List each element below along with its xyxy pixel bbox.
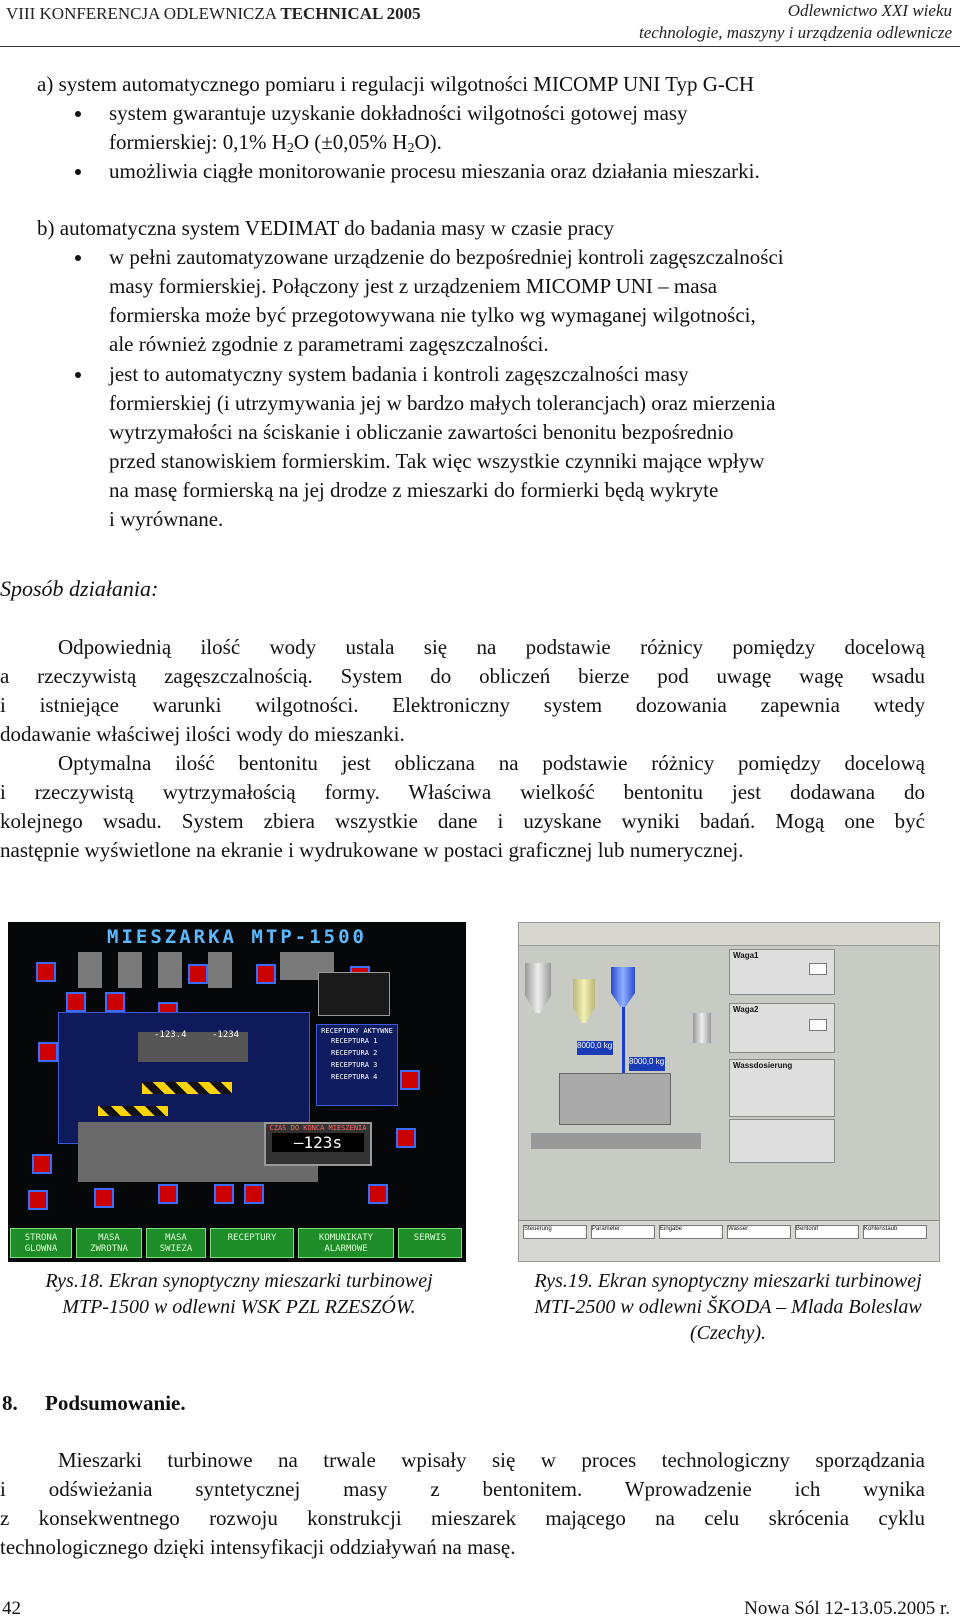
valve-indicator [38,1042,58,1062]
figure-mti2500-screen [518,922,940,1262]
value-a: -123.4 [154,1030,187,1040]
panel-status [729,1119,835,1163]
silo [525,963,551,1013]
pipe [622,1007,625,1083]
footer-location-date: Nowa Sól 12-13.05.2005 r. [744,1598,950,1619]
fresh-sand-button[interactable]: MASA SWIEZA [146,1228,206,1258]
valve-indicator [256,964,276,984]
section-a-bullet1-line1: system gwarantuje uzyskanie dokładności wilgotności gotowej masy [109,101,688,125]
bullet-icon [75,169,81,175]
hopper [158,952,182,988]
valve-indicator [32,1154,52,1174]
panel-waga2: Waga2 [729,1003,835,1053]
summary-paragraph: Mieszarki turbinowe na trwale wpisały się w proces technologiczny sporządzania i odświeżania syntetycznej masy z bentonitem. Wprowadzenie ich wynika z konsekwentnego rozwoju konstrukcji mieszarek mającego na celu skrócenia cyklu technologicznego dzięki intensyfikacji oddziaływań na masę. [0,1448,925,1559]
method-heading: Sposób działania: [0,576,159,601]
paragraph-1: Odpowiednią ilość wody ustala się na podstawie różnicy pomiędzy docelową a rzeczywistą zagęszczalnością. System do obliczeń bierze pod uwagę wagę wsadu i istniejące warunki wilgotności. Elektroniczny system dozowania zapewnia wtedy dodawanie właściwej ilości wody do mieszanki. [0,635,925,746]
valve-indicator [28,1190,48,1210]
value-b: -1234 [212,1030,240,1040]
bullet-icon [75,111,81,117]
silo [693,1013,711,1043]
tab-parameter[interactable]: Parameter [591,1225,655,1239]
paragraph-2: Optymalna ilość bentonitu jest obliczana na podstawie różnicy pomiędzy docelową i rzeczywistą wytrzymałością formy. Właściwa wielkość bentonitu jest dodawana do kolejnego wsadu. System zbiera wszystkie dane i uzyskane wyniki badań. Mogą one być następnie wyświetlone na ekranie i wydrukowane w postaci graficznej lub numerycznej. [0,751,925,862]
weight-display-a: 8000,0 kg [577,1041,613,1055]
section-b-bullet1: w pełni zautomatyzowane urządzenie do bezpośredniej kontroli zagęszczalności masy formierskiej. Połączony jest z urządzeniem MICOMP UNI – masa formierska może być przegotowywana nie tylko wg wymaganej wilgotności, ale również zgodnie z parametrami zagęszczalności. [109,245,784,356]
hopper [78,952,102,988]
section-a-bullet1-line2: formierskiej: 0,1% $H_2O$ (±0,05% $H_2O$). [109,130,442,156]
conference-name: TECHNICAL 2005 [280,4,421,23]
recipe-panel: RECEPTURY AKTYWNE RECEPTURA 1 RECEPTURA 2 RECEPTURA 3 RECEPTURA 4 [316,1024,398,1106]
hmi-title: MIESZARKA MTP-1500 [107,926,367,948]
figure-18-caption: Rys.18. Ekran synoptyczny mieszarki turbinowej MTP-1500 w odlewni WSK PZL RZESZÓW. [45,1270,433,1318]
valve-indicator [105,992,125,1012]
bottom-tabs [519,1221,939,1243]
bottom-bar [519,1220,939,1261]
running-header-left: VIII KONFERENCJA ODLEWNICZA TECHNICAL 2005 [6,4,421,23]
valve-indicator [36,962,56,982]
valve-indicator [214,1184,234,1204]
status-box [318,972,390,1016]
service-button[interactable]: SERWIS [398,1228,462,1258]
header-rule [0,46,960,47]
valve-indicator [396,1128,416,1148]
mixer-vessel [559,1073,671,1125]
valve-indicator [244,1184,264,1204]
section-a-title: a) system automatycznego pomiaru i regulacji wilgotności MICOMP UNI Typ G-CH [37,72,755,96]
mixing-timer: CZAS DO KONCA MIESZENIA —123s [264,1122,372,1166]
tab-kohlenstaub[interactable]: Kohlenstaub [863,1225,927,1239]
panel-waga1: Waga1 [729,949,835,995]
value-field[interactable] [809,963,827,975]
figure-19-caption: Rys.19. Ekran synoptyczny mieszarki turbinowej MTI-2500 w odlewni ŠKODA – Mlada Boleslaw (Czechy). [534,1270,922,1344]
valve-indicator [94,1188,114,1208]
valve-indicator [188,964,208,984]
return-sand-button[interactable]: MASA ZWROTNA [76,1228,142,1258]
hazard-stripe [142,1082,232,1094]
valve-indicator [368,1184,388,1204]
silo [573,979,595,1023]
hazard-stripe [98,1106,168,1116]
section-a-bullet2: umożliwia ciągłe monitorowanie procesu mieszania oraz działania mieszarki. [109,159,760,183]
bullet-icon [75,255,81,261]
valve-indicator [400,1070,420,1090]
valve-indicator [66,992,86,1012]
tab-bentonit[interactable]: Bentonit [795,1225,859,1239]
valve-indicator [158,1184,178,1204]
hmi-toolbar [519,923,939,946]
section-title: Podsumowanie. [45,1391,186,1415]
tab-wasser[interactable]: Wasser [727,1225,791,1239]
hopper [118,952,142,988]
silo [611,967,635,1007]
value-field[interactable] [809,1019,827,1031]
section-b-bullet2: jest to automatyczny system badania i kontroli zagęszczalności masy formierskiej (i utrzymywania jej w bardzo małych tolerancjach) oraz mierzenia wytrzymałości na ściskanie i obliczanie zawartości benonitu bezpośrednio przed stanowiskiem formierskim. Tak więc wszystkie czynniki mające wpływ na masę formierską na jej drodze z mieszarki do formierki będą wykryte i wyrównane. [109,362,776,531]
running-header-right: Odlewnictwo XXI wieku technologie, maszyny i urządzenia odlewnicze [638,1,952,42]
hopper [208,952,232,988]
recipes-button[interactable]: RECEPTURY [210,1228,294,1258]
section-b-title: b) automatyczna system VEDIMAT do badania masy w czasie pracy [37,216,615,240]
section-number: 8. [2,1391,18,1415]
bullet-icon [75,372,81,378]
page-number: 42 [2,1598,21,1619]
tab-steuerung[interactable]: Steuerung [523,1225,587,1239]
recipe-list: RECEPTURA 1 RECEPTURA 2 RECEPTURA 3 RECEPTURA 4 [331,1037,378,1081]
tab-eingabe[interactable]: Eingabe [659,1225,723,1239]
figure-mtp1500-screen [8,922,466,1262]
weight-display-b: 8000,0 kg [629,1057,665,1071]
main-screen-button[interactable]: STRONA GLOWNA [10,1228,72,1258]
panel-water-dosing: Wassdosierung [729,1059,835,1117]
conveyor [531,1133,701,1149]
alarms-button[interactable]: KOMUNIKATY ALARMOWE [298,1228,394,1258]
